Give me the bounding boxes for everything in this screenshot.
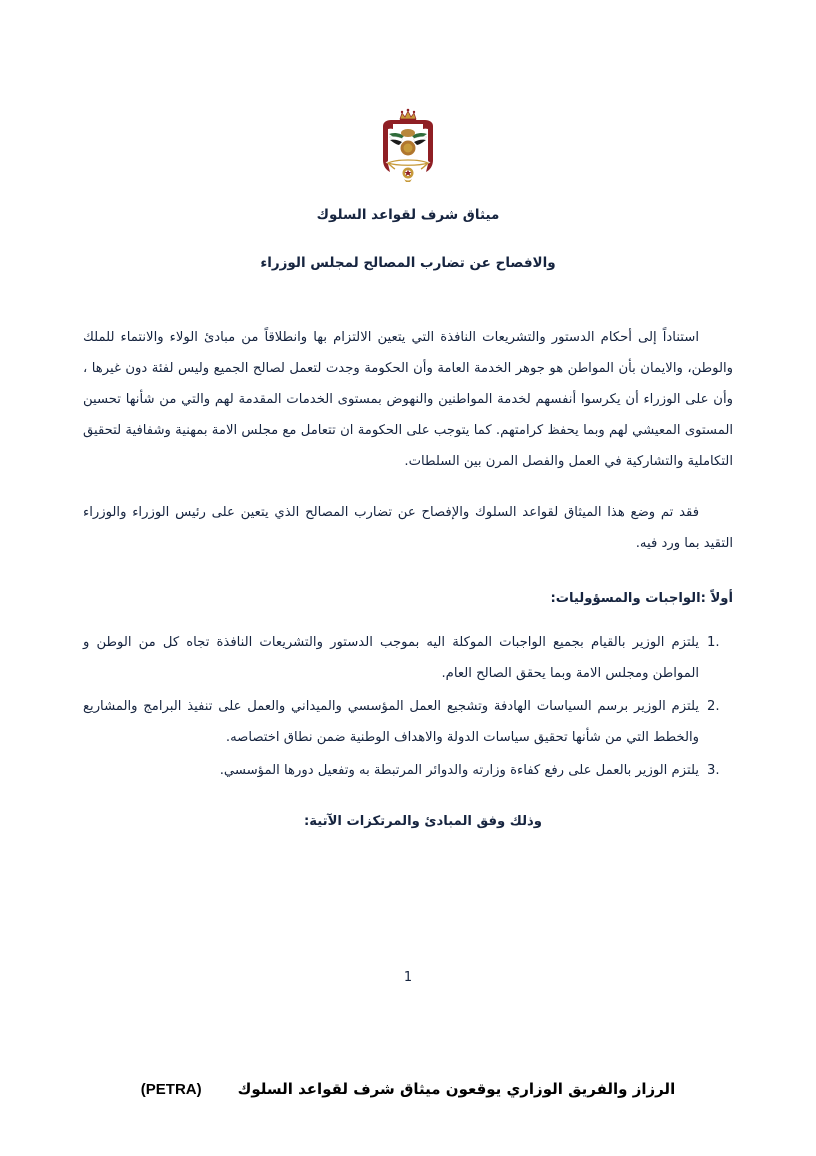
- footer-caption: [0, 1080, 816, 1098]
- footer-source-label: (PETRA): [140, 1081, 202, 1098]
- list-item-text: يلتزم الوزير برسم السياسات الهادفة وتشجيع العمل المؤسسي والميداني والعمل على تنفيذ البرامج والمشاريع والخطط التي من شأنها تحقيق سياسات الدولة والاهداف الوطنية ضمن نطاق اختصاصه.: [83, 699, 699, 745]
- footer-caption-text: الرزاز والفريق الوزاري يوقعون ميثاق شرف لقواعد السلوك: [237, 1080, 676, 1098]
- document-body: [83, 322, 733, 836]
- list-item: [83, 627, 733, 689]
- list-item: [83, 691, 733, 753]
- list-item-text: يلتزم الوزير بالعمل على رفع كفاءة وزارته والدوائر المرتبطة به وتفعيل دورها المؤسسي.: [219, 763, 699, 778]
- list-item-number: 2.: [707, 699, 720, 714]
- title-block: [0, 205, 816, 274]
- list-item-number: 3.: [707, 763, 720, 778]
- list-item-text: يلتزم الوزير بالقيام بجميع الواجبات الموكلة اليه بموجب الدستور والتشريعات النافذة تجاه كل من الوطن و المواطن ومجلس الامة وبما يحقق الصالح العام.: [83, 635, 699, 681]
- jordan-coat-of-arms-icon: [375, 108, 441, 188]
- paragraph-preamble: استناداً إلى أحكام الدستور والتشريعات النافذة التي يتعين الالتزام بها وانطلاقاً من مبادئ الولاء والانتماء للملك والوطن، والايمان بأن المواطن هو جوهر الخدمة العامة وأن الحكومة وجدت لتعمل لصالح الجميع وليس لفئة دون غيرها ، وأن على الوزراء أن يكرسوا أنفسهم لخدمة المواطنين والنهوض بمستوى الخدمات المقدمة لهم والتي من شأنها تحسين المستوى المعيشي لهم وبما يحفظ كرامتهم. كما يتوجب على الحكومة ان تتعامل مع مجلس الامة بمهنية وشفافية لتحقيق التكاملية والتشاركية في العمل والفصل المرن بين السلطات.: [83, 330, 733, 469]
- paragraph-purpose: فقد تم وضع هذا الميثاق لقواعد السلوك والإفصاح عن تضارب المصالح الذي يتعين على رئيس الوزراء والوزراء التقيد بما ورد فيه.: [83, 505, 733, 551]
- list-item-number: 1.: [707, 635, 720, 650]
- emblem-container: [0, 108, 816, 188]
- page-title: ميثاق شرف لقواعد السلوك: [316, 207, 500, 223]
- duties-list: [83, 627, 733, 786]
- closing-heading: وذلك وفق المبادئ والمرتكزات الآتية:: [303, 814, 543, 829]
- list-item: [83, 755, 733, 786]
- page-number: 1: [403, 970, 413, 985]
- page-subtitle: والافصاح عن تضارب المصالح لمجلس الوزراء: [260, 255, 556, 272]
- section-heading-duties: أولاً :الواجبات والمسؤوليات:: [550, 591, 733, 606]
